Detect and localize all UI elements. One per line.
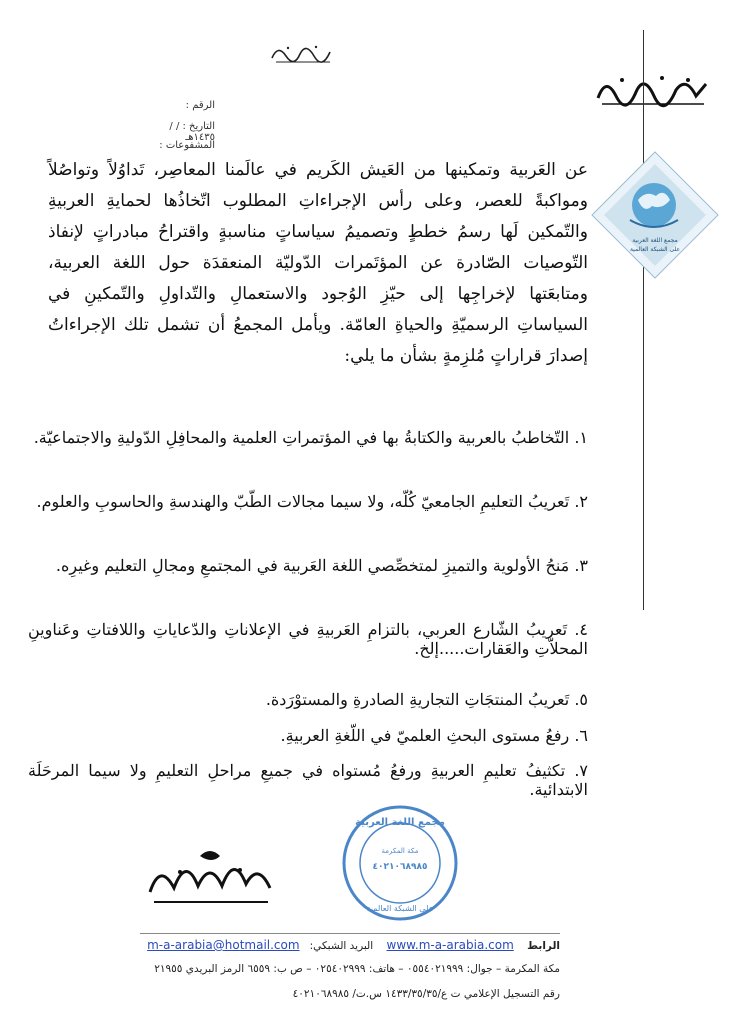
stamp-bottom-text: على الشبكة العالمية <box>366 904 434 913</box>
bismillah-calligraphy <box>268 38 338 68</box>
intro-paragraph: عن العَربية وتمكينها من العَيش الكَريم في عالَمنا المعاصِر، تَداوُلاً وتواصُلاً ومواكبةً للعصر، وعلى رأس الإجراءاتِ المطلوب اتّخاذُها لحمايةِ العربيةِ والتّمكين لَها رسمُ خططٍ وتصميمُ سياساتٍ مناسبةٍ واقتراحُ مبادراتٍ لإنفاذ التّوصيات الصّادرة عن المؤتَمرات الدّوليّة المنعقدَة حول اللغة العربية، ومتابعَتها لإخراجِها إلى حيّزِ الوُجود والاستعمالِ والتّداولِ والتّمكينِ في السياساتِ الرسميّةِ والحياةِ العامّة. ويأمل المجمعُ أن تشمل تلك الإجراءاتُ إصدارَ قراراتٍ مُلزِمةٍ بشأن ما يلي: <box>48 160 588 366</box>
logo-name-bottom: على الشبكة العالمية <box>629 246 681 253</box>
stamp-number-text: ٤٠٢١٠٦٨٩٨٥ <box>372 862 428 872</box>
kingdom-logo <box>592 66 712 116</box>
list-item: ٢. تَعريبُ التعليمِ الجامعيّ كُلّه، ولا سيما مجالات الطّبّ والهندسةِ والحاسوبِ والعلوم. <box>36 492 588 511</box>
list-item: ٥. تَعريبُ المنتجَاتِ التجاريةِ الصادرةِ والمستوْرَدة. <box>265 690 588 709</box>
website-link[interactable]: www.m-a-arabia.com <box>386 938 514 952</box>
calligraphy-seal <box>140 842 280 914</box>
logo-name-top: مجمع اللغة العربية <box>632 237 678 244</box>
academy-logo <box>590 150 720 280</box>
email-link[interactable]: m-a-arabia@hotmail.com <box>147 938 300 952</box>
official-stamp <box>340 803 460 923</box>
stamp-outer-text: مجمع اللغة العربية <box>355 817 445 828</box>
header-divider-line <box>643 30 644 610</box>
contact-line: مكة المكرمة – جوال: ٠٥٥٤٠٢١٩٩٩ – هاتف: ٠٢٥٤٠٢٩٩٩ – ص ب: ٦٥٥٩ الرمز البريدي ٢١٩٥٥ <box>154 963 560 975</box>
list-item: ٧. تكثيفُ تعليمِ العربيةِ ورفعُ مُستواه في جميعِ مراحلِ التعليمِ ولا سيما المرحَلَة الابتدائية. <box>28 761 588 799</box>
email-label: البريد الشبكي: <box>309 940 374 952</box>
registration-line: رقم التسجيل الإعلامي ت ع/١٤٣٣/٣٥/٣٥ س.ت/ ٤٠٢١٠٦٨٩٨٥ <box>292 988 560 1000</box>
stamp-city-text: مكة المكرمة <box>381 847 419 855</box>
ref-label: الرقم : <box>185 100 215 111</box>
list-item: ٤. تَعريبُ الشّارع العربي، بالتزامِ العَربيةِ في الإعلاناتِ والدّعاياتِ واللافتاتِ وعَناوينِ المحلاّتِ والعَقارات.....إلخ. <box>28 620 588 658</box>
date-label: التاريخ : / /١٤٣٥هـ <box>169 121 215 143</box>
attachments-label: المشفوعات : <box>159 140 215 151</box>
footer-links-line <box>140 938 560 952</box>
footer-divider <box>140 933 560 934</box>
list-item: ١. التّخاطبُ بالعربية والكتابةُ بها في المؤتمراتِ العلمية والمحافِلِ الدّوليةِ والاجتماعيّة. <box>33 428 588 447</box>
list-item: ٦. رفعُ مستوى البحثِ العلميّ في اللّغةِ العربيةِ. <box>280 726 588 745</box>
list-item: ٣. مَنحُ الأولوية والتميزِ لمتخصِّصي اللغة العَربية في المجتمعِ ومجالِ التعليم وغيرِه. <box>55 556 588 575</box>
website-label: الرابط <box>527 940 560 952</box>
